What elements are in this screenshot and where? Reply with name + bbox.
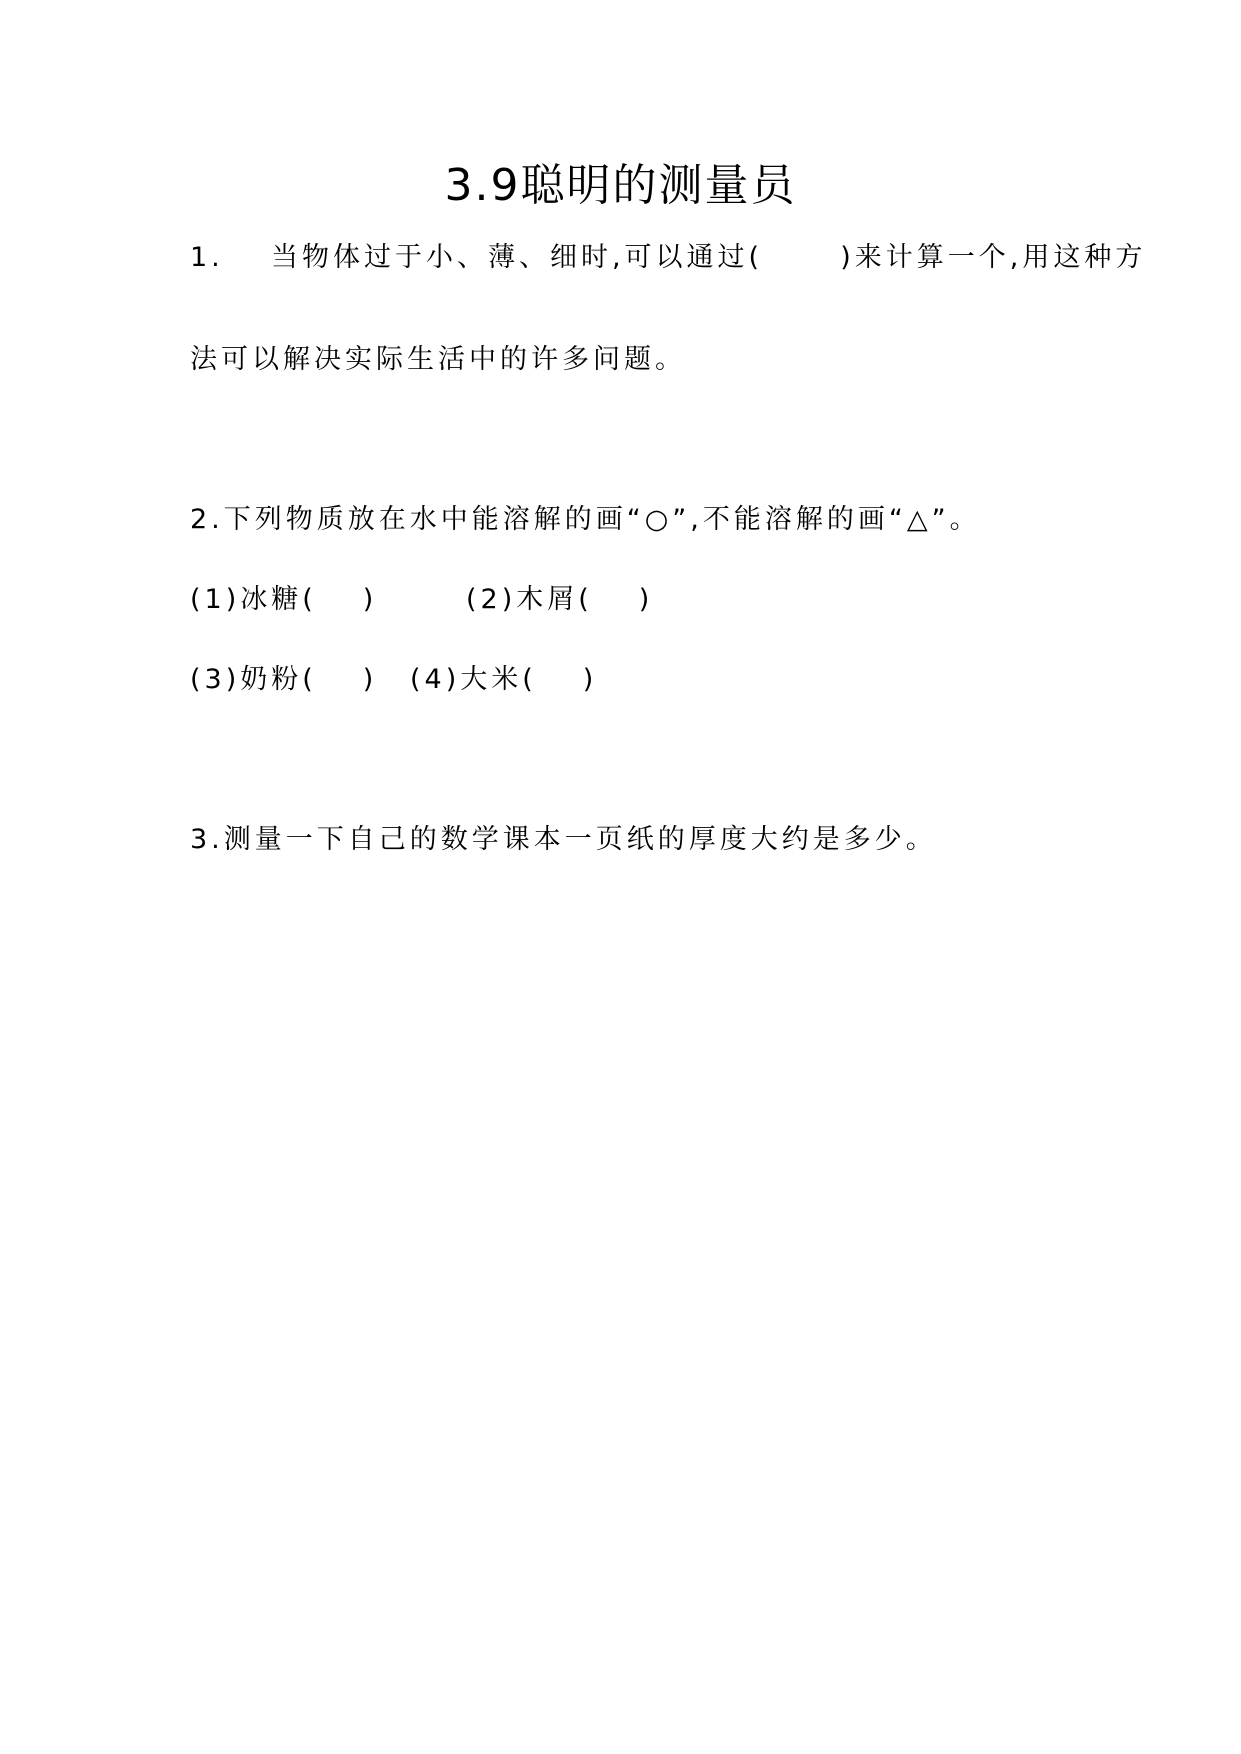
- question-1-line-2: 法可以解决实际生活中的许多问题。: [190, 344, 686, 375]
- question-2-item-3-close: ): [362, 664, 378, 695]
- question-1-text-before-blank: 当物体过于小、薄、细时,可以通过(: [270, 242, 764, 273]
- question-2-item-1-label: (1)冰糖(: [190, 584, 317, 615]
- question-2-prompt: 2.下列物质放在水中能溶解的画“○”,不能溶解的画“△”。: [190, 504, 981, 535]
- question-2-item-row-1: [190, 582, 377, 618]
- question-1-line-1: [190, 240, 1146, 276]
- question-2-item-3-label: (3)奶粉(: [190, 664, 317, 695]
- question-2-item-2-label: (2)木屑(: [466, 584, 593, 615]
- page-title: 3.9聪明的测量员: [444, 160, 797, 211]
- question-1-number: 1.: [190, 242, 224, 273]
- question-2-item-4-close: ): [582, 664, 598, 695]
- question-2-item-4-label: (4)大米(: [410, 664, 537, 695]
- question-2-item-row-2b: [410, 662, 597, 698]
- question-3-prompt: 3.测量一下自己的数学课本一页纸的厚度大约是多少。: [190, 824, 937, 855]
- question-1-text-after-blank: )来计算一个,用这种方: [840, 242, 1147, 273]
- question-2-item-2-close: ): [638, 584, 654, 615]
- question-2-item-row-2: [190, 662, 377, 698]
- question-2-item-1-close: ): [362, 584, 378, 615]
- question-2-item-row-1b: [466, 582, 653, 618]
